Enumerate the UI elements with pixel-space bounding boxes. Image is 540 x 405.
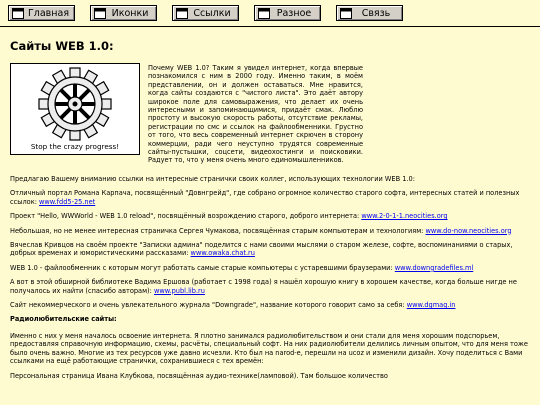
- radio-intro: Именно с них у меня началось освоение интернета. Я плотно занимался радиолюбительством и они стали для меня хорошим подспорьем, предоставляя справочную информацию, схемы, расчёты, специальный софт. На них радиолюбители делились личным опытом, что для меня тоже было очень важно. Многие из тех ресурсов уже давно исчезли. Кто был на narod-е, перешли на ucoz и изменили дизайн. Хочу поделиться с Вами ссылками на ещё работающие странички, сохранившиеся с тех времён:: [10, 331, 528, 366]
- site-link[interactable]: www.2-0-1-1.neocities.org: [361, 212, 448, 221]
- window-icon: [94, 7, 106, 19]
- link-entry: Отличный портал Романа Карпача, посвящённый "Довнгрейд", где собрано огромное количество старого софта, интересных статей и полезных ссылок: www.fdd5-25.net: [10, 189, 520, 206]
- gear-banner: [10, 63, 140, 155]
- link-entry: Сайт некоммерческого и очень увлекательного журнала "Downgrade", название которого говорит само за себя: www.dgmag.in: [10, 301, 456, 310]
- site-link[interactable]: www.dgmag.in: [406, 301, 456, 310]
- nav-button-misc[interactable]: [254, 5, 321, 21]
- top-navigation: [0, 0, 540, 28]
- site-link[interactable]: www.fdd5-25.net: [39, 197, 96, 206]
- link-entry: WEB 1.0 - файлообменник с которым могут работать самые старые компьютеры с устаревшими браузерами: www.downgradefiles.ml: [10, 263, 474, 272]
- site-link[interactable]: www.do-now.neocities.org: [425, 226, 512, 235]
- page-title: Сайты WEB 1.0:: [10, 39, 114, 53]
- nav-button-label: Разное: [276, 7, 312, 19]
- nav-button-label: Иконки: [111, 7, 149, 19]
- nav-divider: [0, 26, 540, 27]
- link-entry: Небольшая, но не менее интересная страничка Сергея Чумакова, посвящённая старым компьютерам и технологиям: www.do-now.neocities.org: [10, 226, 512, 235]
- window-icon: [12, 7, 24, 19]
- site-link[interactable]: www.owaka.chat.ru: [190, 249, 255, 258]
- link-entry: А вот в этой обширной библиотеке Вадима Ершова (работает с 1998 года) я нашёл хорошую книгу в хорошем качестве, когда больше нигде не получалось их найти (спасибо авторам): www.publ.lib.ru: [10, 278, 517, 295]
- intro-text: Почему WEB 1.0? Таким я увидел интернет, когда впервые познакомился с ним в 2000 году. Именно таким, в моём представлении, он и должен оставаться. Мне нравится, когда сайты создаются с "чистого листа". Это даёт автору широкое поле для самовыражения, что делает их очень интересными и запоминающимися, придаёт смак. Люблю простоту и высокую скорость работы, отсутствие рекламы, регистрации по смс и ссылок на файлообменники. Грустно от того, что весь современный интернет скрючен в сторону коммерции, ради чего неуступно трудятся современные сайты-пустышки, соцсети, видеохостинги и поисковики. Радует то, что у меня очень много единомышленников.: [148, 64, 363, 165]
- nav-button-home[interactable]: [8, 5, 75, 21]
- lead-text: Предлагаю Вашему вниманию ссылки на интересные странички своих коллег, использующих технологии WEB 1.0:: [10, 175, 415, 183]
- radio-entry: Персональная страница Ивана Клубкова, посвящённая аудио-технике(ламповой). Там большое количество: [10, 371, 388, 380]
- section-heading: Радиолюбительские сайты:: [10, 315, 117, 324]
- nav-button-contact[interactable]: [336, 5, 403, 21]
- window-icon: [340, 7, 352, 19]
- banner-caption: Stop the crazy progress!: [30, 141, 120, 151]
- link-entry: Проект "Hello, WWWorld - WEB 1.0 reload", посвящённый возрождению старого, доброго интернета: www.2-0-1-1.neocities.org: [10, 212, 448, 221]
- nav-button-icons[interactable]: [90, 5, 157, 21]
- window-icon: [258, 7, 270, 19]
- site-link[interactable]: www.publ.lib.ru: [153, 286, 205, 295]
- nav-button-links[interactable]: [172, 5, 239, 21]
- gear-icon: [11, 64, 139, 154]
- main-content: [10, 32, 532, 386]
- nav-button-label: Связь: [361, 7, 391, 19]
- intro-block: [10, 63, 532, 163]
- site-link[interactable]: www.downgradefiles.ml: [394, 263, 474, 272]
- nav-button-label: Ссылки: [193, 7, 231, 19]
- link-entry: Вячеслав Кривцов на своём проекте "Записки админа" поделится с нами своими мыслями о старом железе, софте, воспоминаниями о старых, добрых временах и юмористическими рассказами: www.owaka.chat.ru: [10, 241, 513, 258]
- window-icon: [176, 7, 188, 19]
- nav-button-label: Главная: [28, 7, 70, 19]
